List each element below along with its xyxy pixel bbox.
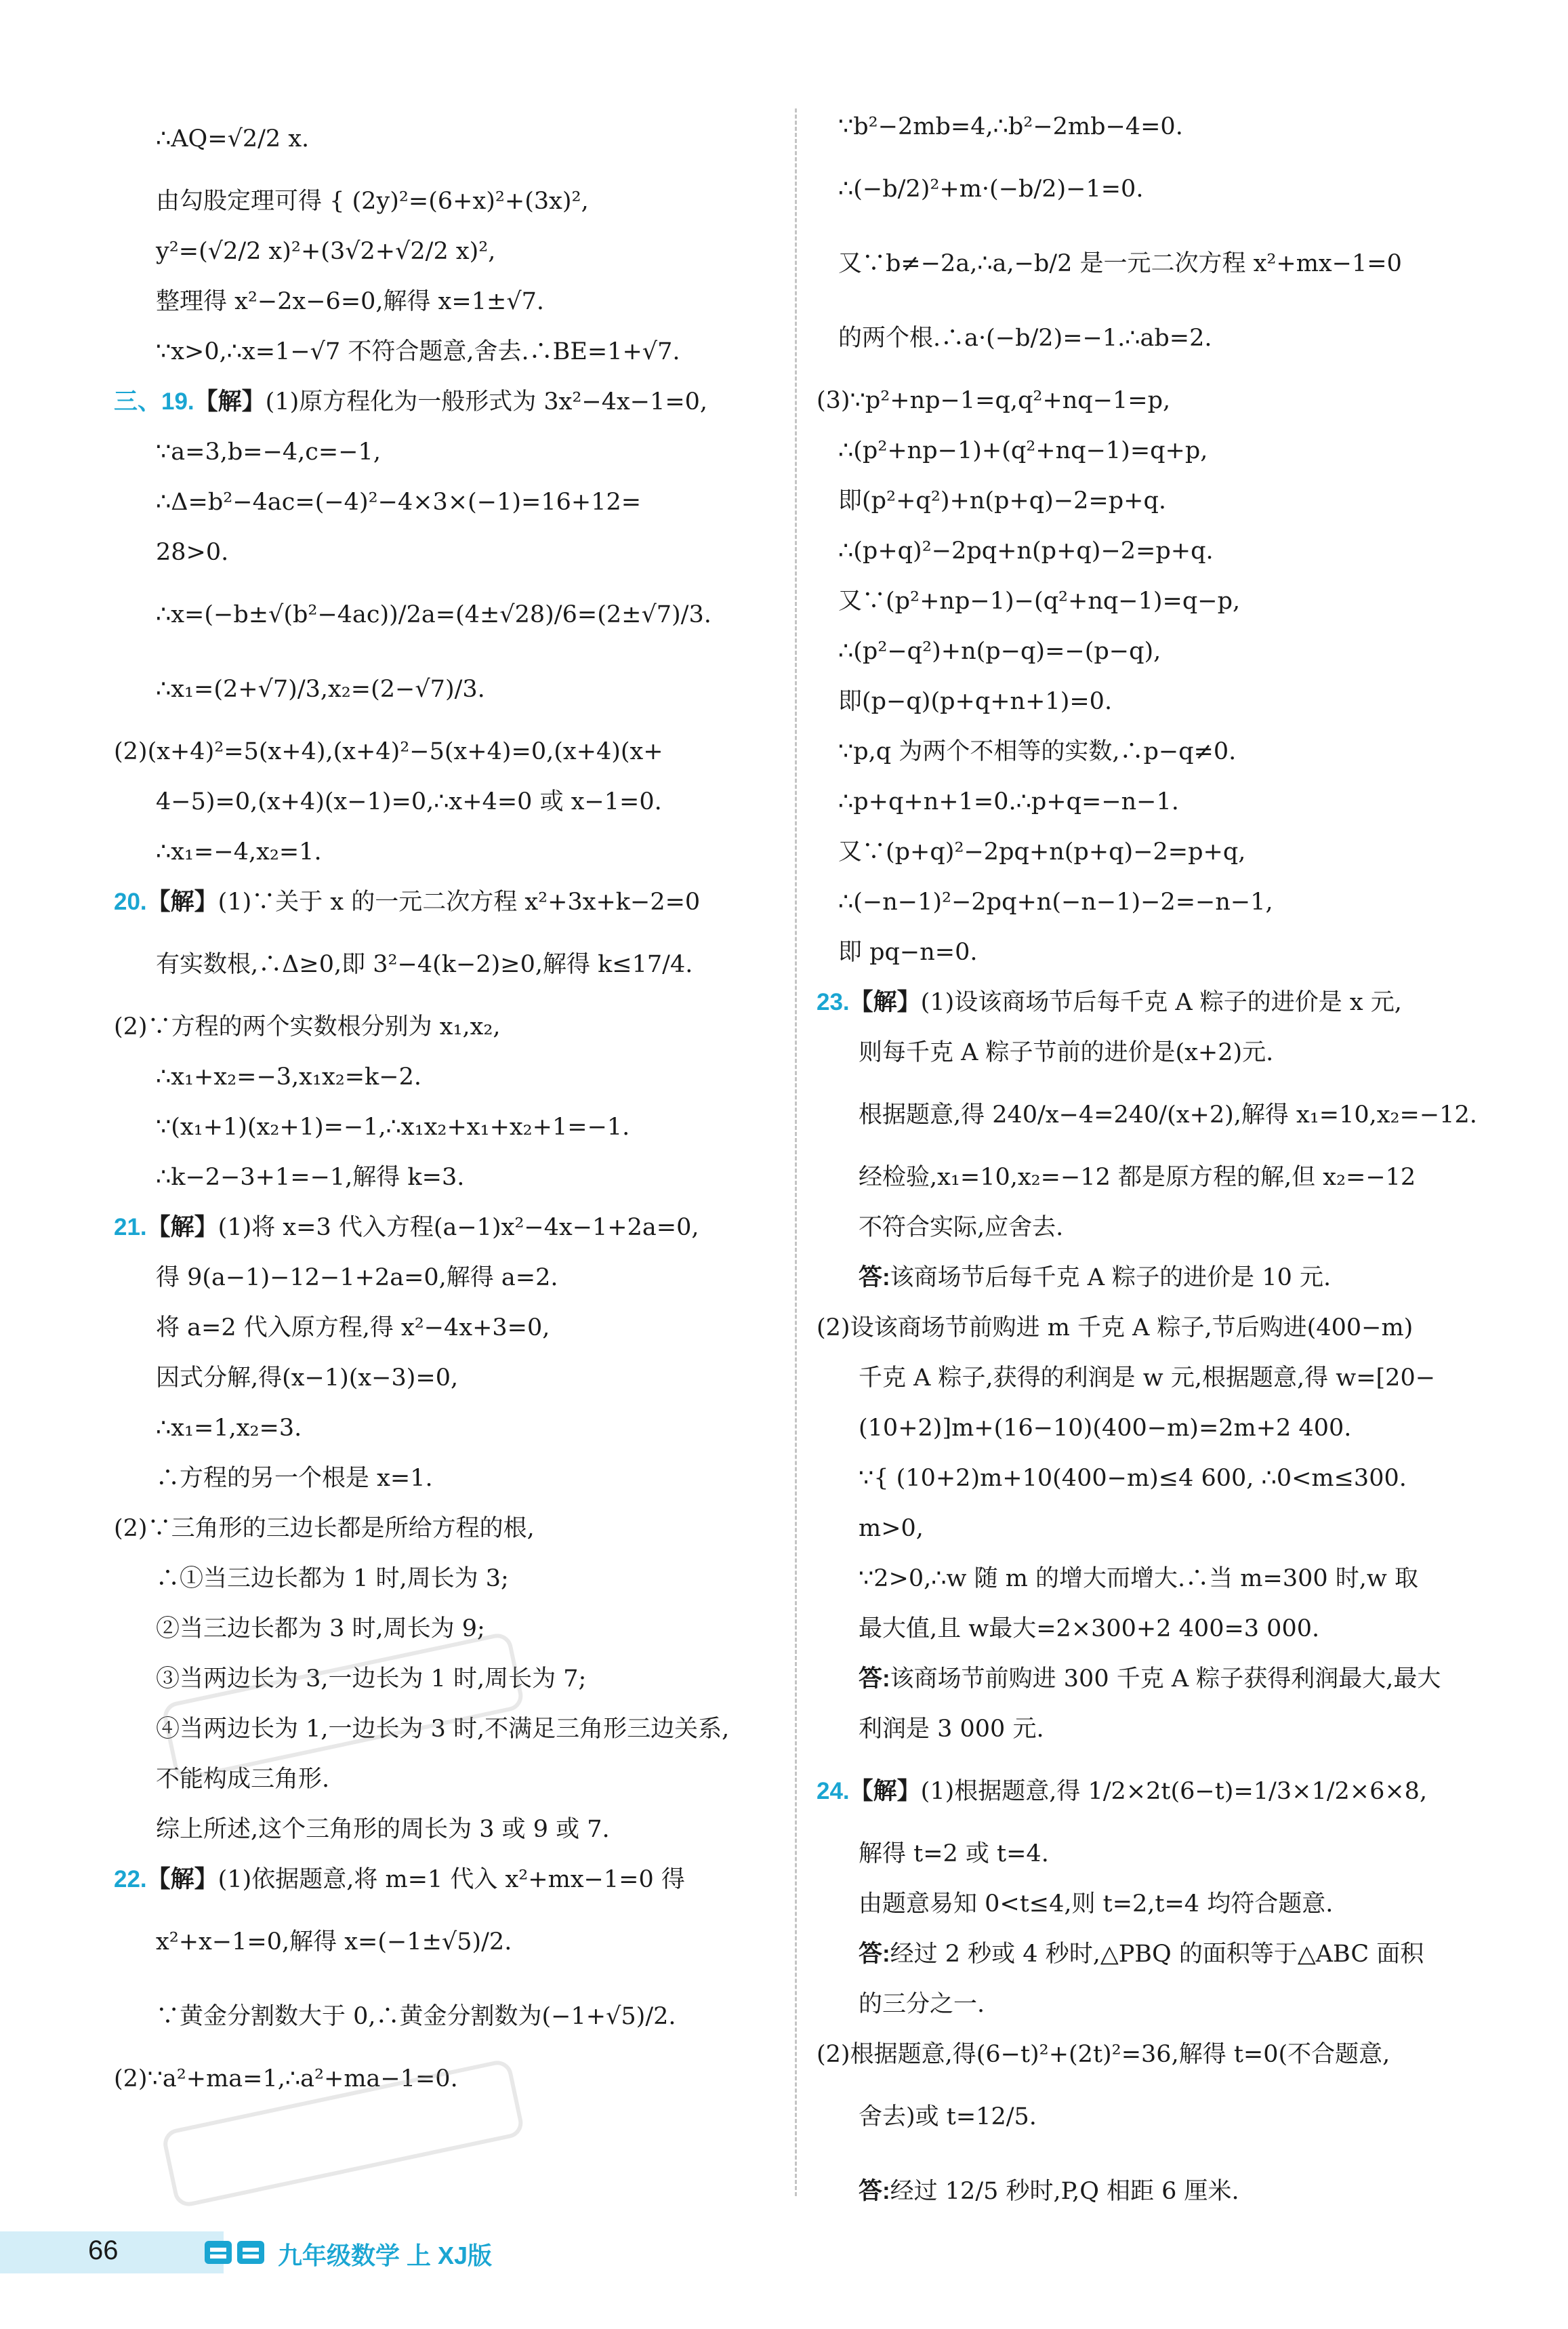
line-text: 舍去)或 t=12/5. <box>859 2103 1037 2130</box>
right-line <box>817 877 1487 927</box>
left-line <box>114 927 785 1002</box>
left-line <box>114 102 785 176</box>
question-number: 三、19. <box>114 388 194 415</box>
line-text: ∵{ (10+2)m+10(400−m)≤4 600, ∴0<m≤300. <box>859 1465 1407 1492</box>
line-text: 即(p²+q²)+n(p+q)−2=p+q. <box>838 487 1167 514</box>
line-text: ∴方程的另一个根是 x=1. <box>156 1465 433 1492</box>
line-text: 的三分之一. <box>859 1991 985 2018</box>
question-number: 23. <box>817 989 850 1015</box>
right-line <box>817 1604 1487 1654</box>
left-line <box>114 777 785 827</box>
right-line <box>817 576 1487 626</box>
line-text: ∵2>0,∴w 随 m 的增大而增大.∴当 m=300 时,w 取 <box>859 1565 1418 1592</box>
line-text: ∵b²−2mb=4,∴b²−2mb−4=0. <box>838 113 1183 140</box>
line-text: 利润是 3 000 元. <box>859 1716 1044 1743</box>
question-number: 22. <box>114 1866 147 1892</box>
line-text: 28>0. <box>156 539 229 566</box>
left-line <box>114 1353 785 1403</box>
left-line <box>114 1403 785 1453</box>
line-text: 又∵(p+q)²−2pq+n(p+q)−2=p+q, <box>838 838 1246 866</box>
left-line <box>114 477 785 527</box>
line-text: ∴(p+q)²−2pq+n(p+q)−2=p+q. <box>838 538 1214 565</box>
right-line <box>817 1979 1487 2029</box>
line-text: (2)(x+4)²=5(x+4),(x+4)²−5(x+4)=0,(x+4)(x+ <box>114 738 663 765</box>
line-text: (10+2)]m+(16−10)(400−m)=2m+2 400. <box>859 1415 1352 1442</box>
right-line <box>817 1879 1487 1929</box>
right-line <box>817 1654 1487 1704</box>
line-text: ∴x=(−b±√(b²−4ac))/2a=(4±√28)/6=(2±√7)/3. <box>156 601 711 628</box>
line-text: (3)∵p²+np−1=q,q²+nq−1=p, <box>817 387 1171 414</box>
line-text: ∵x>0,∴x=1−√7 不符合题意,舍去.∴BE=1+√7. <box>156 338 680 365</box>
line-text: 则每千克 A 粽子节前的进价是(x+2)元. <box>859 1039 1274 1066</box>
line-text: ∴(−n−1)²−2pq+n(−n−1)−2=−n−1, <box>838 889 1273 916</box>
page-footer <box>0 2223 1568 2277</box>
line-text: ②当三边长都为 3 时,周长为 9; <box>156 1615 485 1642</box>
left-line <box>114 1052 785 1102</box>
line-text: 4−5)=0,(x+4)(x−1)=0,∴x+4=0 或 x−1=0. <box>156 788 662 815</box>
line-text: 经检验,x₁=10,x₂=−12 都是原方程的解,但 x₂=−12 <box>859 1164 1416 1191</box>
right-line <box>817 676 1487 727</box>
left-line <box>114 1554 785 1604</box>
line-text: ∴x₁=−4,x₂=1. <box>156 838 322 866</box>
line-text: 又∵b≠−2a,∴a,−b/2 是一元二次方程 x²+mx−1=0 <box>838 250 1402 277</box>
line-text: ∴①当三边长都为 1 时,周长为 3; <box>156 1565 509 1592</box>
line-text: 的两个根.∴a·(−b/2)=−1.∴ab=2. <box>838 325 1212 352</box>
line-text: (1)∵关于 x 的一元二次方程 x²+3x+k−2=0 <box>218 889 701 916</box>
right-line <box>817 1353 1487 1403</box>
left-line <box>114 527 785 578</box>
right-line <box>817 1202 1487 1253</box>
line-text: 该商场节后每千克 A 粽子的进价是 10 元. <box>890 1264 1332 1291</box>
line-text: 经过 12/5 秒时,P,Q 相距 6 厘米. <box>890 2178 1239 2205</box>
line-text: 即(p−q)(p+q+n+1)=0. <box>838 688 1113 715</box>
line-text: (2)根据题意,得(6−t)²+(2t)²=36,解得 t=0(不合题意, <box>817 2041 1390 2068</box>
line-text: ∵黄金分割数大于 0,∴黄金分割数为(−1+√5)/2. <box>156 2003 676 2030</box>
question-number: 20. <box>114 889 147 915</box>
right-line <box>817 1303 1487 1353</box>
left-line <box>114 327 785 377</box>
left-line <box>114 1979 785 2054</box>
line-text: (1)依据题意,将 m=1 代入 x²+mx−1=0 得 <box>218 1866 685 1893</box>
right-line <box>817 1453 1487 1503</box>
line-text: 将 a=2 代入原方程,得 x²−4x+3=0, <box>156 1314 550 1341</box>
line-text: 由勾股定理可得 { (2y)²=(6+x)²+(3x)², <box>156 188 589 215</box>
line-text: ∴k−2−3+1=−1,解得 k=3. <box>156 1164 465 1191</box>
line-text: 解得 t=2 或 t=4. <box>859 1840 1049 1867</box>
left-line <box>114 1503 785 1554</box>
right-line <box>817 1028 1487 1078</box>
right-line <box>817 927 1487 977</box>
line-text: 整理得 x²−2x−6=0,解得 x=1±√7. <box>156 288 545 315</box>
right-line <box>817 301 1487 376</box>
line-text: m>0, <box>859 1515 924 1542</box>
solution-tag: 【解】 <box>849 1778 921 1804</box>
line-text: 经过 2 秒或 4 秒时,△PBQ 的面积等于△ABC 面积 <box>890 1941 1424 1968</box>
answer-label: 答: <box>859 1665 890 1692</box>
line-text: ∵a=3,b=−4,c=−1, <box>156 439 381 466</box>
left-line <box>114 1102 785 1152</box>
line-text: 不符合实际,应舍去. <box>859 1214 1064 1241</box>
right-line <box>817 2029 1487 2080</box>
right-line <box>817 777 1487 827</box>
question-number: 21. <box>114 1214 147 1240</box>
solution-tag: 【解】 <box>146 889 218 915</box>
right-line <box>817 226 1487 301</box>
left-line <box>114 1905 785 1979</box>
line-text: ∴AQ=√2/2 x. <box>156 125 310 153</box>
left-line <box>114 652 785 727</box>
line-text: 综上所述,这个三角形的周长为 3 或 9 或 7. <box>156 1816 610 1843</box>
right-line <box>817 526 1487 576</box>
answer-label: 答: <box>859 2178 890 2204</box>
right-line <box>817 1152 1487 1202</box>
right-line <box>817 1253 1487 1303</box>
line-text: ∴p+q+n+1=0.∴p+q=−n−1. <box>838 788 1179 815</box>
line-text: 又∵(p²+np−1)−(q²+nq−1)=q−p, <box>838 588 1241 615</box>
right-line <box>817 977 1487 1028</box>
left-line <box>114 277 785 327</box>
right-line <box>817 426 1487 476</box>
line-text: 即 pq−n=0. <box>838 939 978 966</box>
line-text: (1)将 x=3 代入方程(a−1)x²−4x−1+2a=0, <box>218 1214 699 1241</box>
line-text: ④当两边长为 1,一边长为 3 时,不满足三角形三边关系, <box>156 1716 730 1743</box>
right-line <box>817 2154 1487 2229</box>
line-text: ∴x₁=1,x₂=3. <box>156 1415 302 1442</box>
left-line <box>114 226 785 277</box>
left-line <box>114 877 785 927</box>
left-line <box>114 1855 785 1905</box>
left-line <box>114 1152 785 1202</box>
solution-tag: 【解】 <box>194 388 266 415</box>
right-line <box>817 1078 1487 1152</box>
answer-label: 答: <box>859 1941 890 1967</box>
right-line <box>817 1704 1487 1754</box>
line-text: 因式分解,得(x−1)(x−3)=0, <box>156 1364 459 1392</box>
line-text: 最大值,且 w最大=2×300+2 400=3 000. <box>859 1615 1320 1642</box>
left-line <box>114 1202 785 1253</box>
left-line <box>114 427 785 477</box>
right-line <box>817 1929 1487 1979</box>
right-line <box>817 102 1487 152</box>
book-title: 九年级数学 上 XJ版 <box>278 2242 493 2269</box>
right-line <box>817 1503 1487 1554</box>
line-text: 该商场节前购进 300 千克 A 粽子获得利润最大,最大 <box>890 1665 1441 1693</box>
line-text: ∵(x₁+1)(x₂+1)=−1,∴x₁x₂+x₁+x₂+1=−1. <box>156 1114 630 1141</box>
line-text: 不能构成三角形. <box>156 1766 330 1793</box>
right-column <box>817 102 1487 2229</box>
left-line <box>114 727 785 777</box>
line-text: ∴x₁+x₂=−3,x₁x₂=k−2. <box>156 1064 421 1091</box>
line-text: 得 9(a−1)−12−1+2a=0,解得 a=2. <box>156 1264 558 1291</box>
line-text: ∵p,q 为两个不相等的实数,∴p−q≠0. <box>838 738 1237 765</box>
left-line <box>114 1453 785 1503</box>
left-line <box>114 1002 785 1052</box>
right-line <box>817 1829 1487 1879</box>
right-line <box>817 152 1487 226</box>
page-number: 66 <box>88 2235 119 2265</box>
line-text: ∴(p²+np−1)+(q²+nq−1)=q+p, <box>838 437 1208 464</box>
right-line <box>817 1754 1487 1829</box>
question-number: 24. <box>817 1778 850 1804</box>
line-text: (2)设该商场节前购进 m 千克 A 粽子,节后购进(400−m) <box>817 1314 1414 1341</box>
right-line <box>817 827 1487 877</box>
column-divider <box>795 108 797 2196</box>
right-line <box>817 476 1487 526</box>
line-text: ∴x₁=(2+√7)/3,x₂=(2−√7)/3. <box>156 676 485 703</box>
solution-tag: 【解】 <box>146 1214 218 1240</box>
line-text: (1)根据题意,得 1/2×2t(6−t)=1/3×1/2×6×8, <box>920 1778 1428 1805</box>
right-line <box>817 1403 1487 1453</box>
left-line <box>114 578 785 652</box>
line-text: ∴Δ=b²−4ac=(−4)²−4×3×(−1)=16+12= <box>156 489 642 516</box>
line-text: 根据题意,得 240/x−4=240/(x+2),解得 x₁=10,x₂=−12. <box>859 1101 1477 1129</box>
left-line <box>114 377 785 427</box>
line-text: ③当两边长为 3,一边长为 1 时,周长为 7; <box>156 1665 587 1693</box>
answer-label: 答: <box>859 1264 890 1291</box>
line-text: ∴(p²−q²)+n(p−q)=−(p−q), <box>838 638 1161 665</box>
line-text: (2)∵方程的两个实数根分别为 x₁,x₂, <box>114 1013 501 1040</box>
right-line <box>817 727 1487 777</box>
line-text: 有实数根,∴Δ≥0,即 3²−4(k−2)≥0,解得 k≤17/4. <box>156 951 693 978</box>
solution-tag: 【解】 <box>849 989 921 1015</box>
publisher-logo-icon <box>203 2235 268 2269</box>
right-line <box>817 376 1487 426</box>
line-text: (1)设该商场节后每千克 A 粽子的进价是 x 元, <box>920 989 1402 1016</box>
line-text: ∴(−b/2)²+m·(−b/2)−1=0. <box>838 176 1144 203</box>
line-text: (2)∵三角形的三边长都是所给方程的根, <box>114 1515 535 1542</box>
line-text: (1)原方程化为一般形式为 3x²−4x−1=0, <box>265 388 708 416</box>
left-line <box>114 176 785 226</box>
line-text: 千克 A 粽子,获得的利润是 w 元,根据题意,得 w=[20− <box>859 1364 1436 1392</box>
line-text: x²+x−1=0,解得 x=(−1±√5)/2. <box>156 1928 512 1956</box>
left-line <box>114 1253 785 1303</box>
line-text: y²=(√2/2 x)²+(3√2+√2/2 x)², <box>156 238 496 265</box>
right-line <box>817 626 1487 676</box>
solution-tag: 【解】 <box>146 1866 218 1892</box>
line-text: (2)∵a²+ma=1,∴a²+ma−1=0. <box>114 2065 458 2092</box>
right-line <box>817 1554 1487 1604</box>
left-line <box>114 1303 785 1353</box>
left-line <box>114 827 785 877</box>
line-text: 由题意易知 0<t≤4,则 t=2,t=4 均符合题意. <box>859 1890 1334 1918</box>
right-line <box>817 2080 1487 2154</box>
